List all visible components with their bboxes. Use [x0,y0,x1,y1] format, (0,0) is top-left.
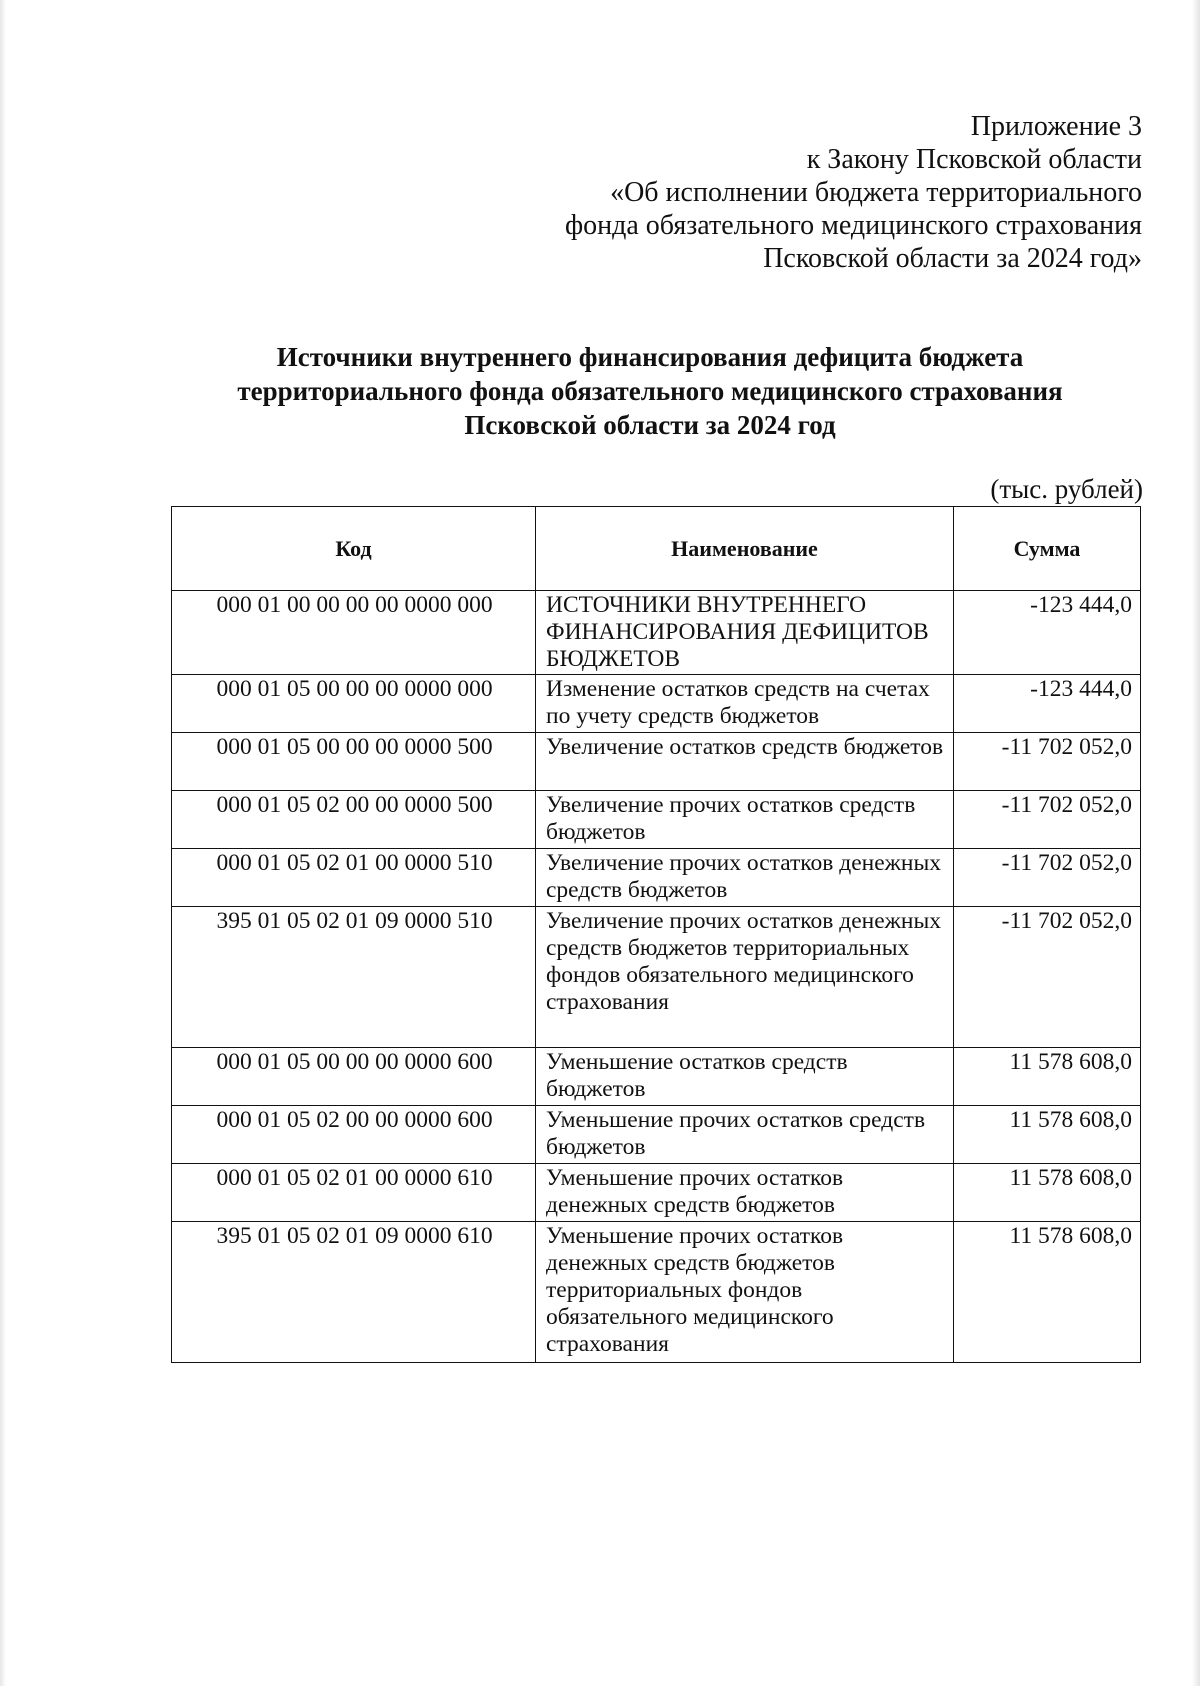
column-header-sum: Сумма [954,507,1141,591]
document-title [160,340,1140,442]
cell-name: Уменьшение прочих остатков денежных средств бюджетов территориальных фондов обязательного медицинского страхования [536,1222,954,1363]
table-row [172,675,1141,733]
table-header-row [172,507,1141,591]
cell-sum: 11 578 608,0 [954,1222,1141,1363]
cell-code: 000 01 05 00 00 00 0000 000 [172,675,536,733]
title-line: Источники внутреннего финансирования дефицита бюджета [276,342,1024,372]
scan-edge-right [1192,0,1200,1686]
cell-code: 000 01 05 02 00 00 0000 600 [172,1106,536,1164]
cell-code: 000 01 00 00 00 00 0000 000 [172,591,536,675]
cell-name: Уменьшение прочих остатков средств бюджетов [536,1106,954,1164]
table-row [172,1106,1141,1164]
cell-code: 000 01 05 02 01 00 0000 610 [172,1164,536,1222]
cell-code: 000 01 05 00 00 00 0000 500 [172,733,536,791]
cell-name: Уменьшение остатков средств бюджетов [536,1048,954,1106]
appendix-header [442,110,1142,275]
table-row [172,849,1141,907]
appendix-line: «Об исполнении бюджета территориального [610,177,1142,208]
cell-code: 000 01 05 02 01 00 0000 510 [172,849,536,907]
appendix-line: Приложение 3 [970,111,1142,142]
table-row [172,907,1141,1048]
title-line: Псковской области за 2024 год [464,410,836,440]
cell-name: Изменение остатков средств на счетах по учету средств бюджетов [536,675,954,733]
cell-name: Увеличение остатков средств бюджетов [536,733,954,791]
table-row [172,733,1141,791]
cell-code: 000 01 05 00 00 00 0000 600 [172,1048,536,1106]
column-header-name: Наименование [536,507,954,591]
cell-sum: -11 702 052,0 [954,849,1141,907]
appendix-line: фонда обязательного медицинского страхования [564,210,1142,241]
unit-label: (тыс. рублей) [990,474,1143,504]
cell-code: 395 01 05 02 01 09 0000 510 [172,907,536,1048]
cell-code: 395 01 05 02 01 09 0000 610 [172,1222,536,1363]
appendix-line: к Закону Псковской области [806,144,1142,175]
cell-sum: -11 702 052,0 [954,733,1141,791]
cell-name: Увеличение прочих остатков денежных средств бюджетов [536,849,954,907]
table-row [172,1048,1141,1106]
cell-name: Увеличение прочих остатков средств бюджетов [536,791,954,849]
financing-sources-table [171,506,1141,1363]
table-row [172,1222,1141,1363]
cell-sum: 11 578 608,0 [954,1048,1141,1106]
table-row [172,791,1141,849]
table-row [172,591,1141,675]
cell-sum: 11 578 608,0 [954,1164,1141,1222]
cell-name: ИСТОЧНИКИ ВНУТРЕННЕГО ФИНАНСИРОВАНИЯ ДЕФИЦИТОВ БЮДЖЕТОВ [536,591,954,675]
scan-edge-left [0,0,6,1686]
table-row [172,1164,1141,1222]
cell-sum: -11 702 052,0 [954,907,1141,1048]
cell-sum: -11 702 052,0 [954,791,1141,849]
cell-code: 000 01 05 02 00 00 0000 500 [172,791,536,849]
appendix-line: Псковской области за 2024 год» [763,243,1142,274]
cell-sum: -123 444,0 [954,591,1141,675]
cell-sum: -123 444,0 [954,675,1141,733]
cell-name: Увеличение прочих остатков денежных средств бюджетов территориальных фондов обязательного медицинского страхования [536,907,954,1048]
cell-name: Уменьшение прочих остатков денежных средств бюджетов [536,1164,954,1222]
cell-sum: 11 578 608,0 [954,1106,1141,1164]
column-header-code: Код [172,507,536,591]
title-line: территориального фонда обязательного медицинского страхования [237,376,1063,406]
